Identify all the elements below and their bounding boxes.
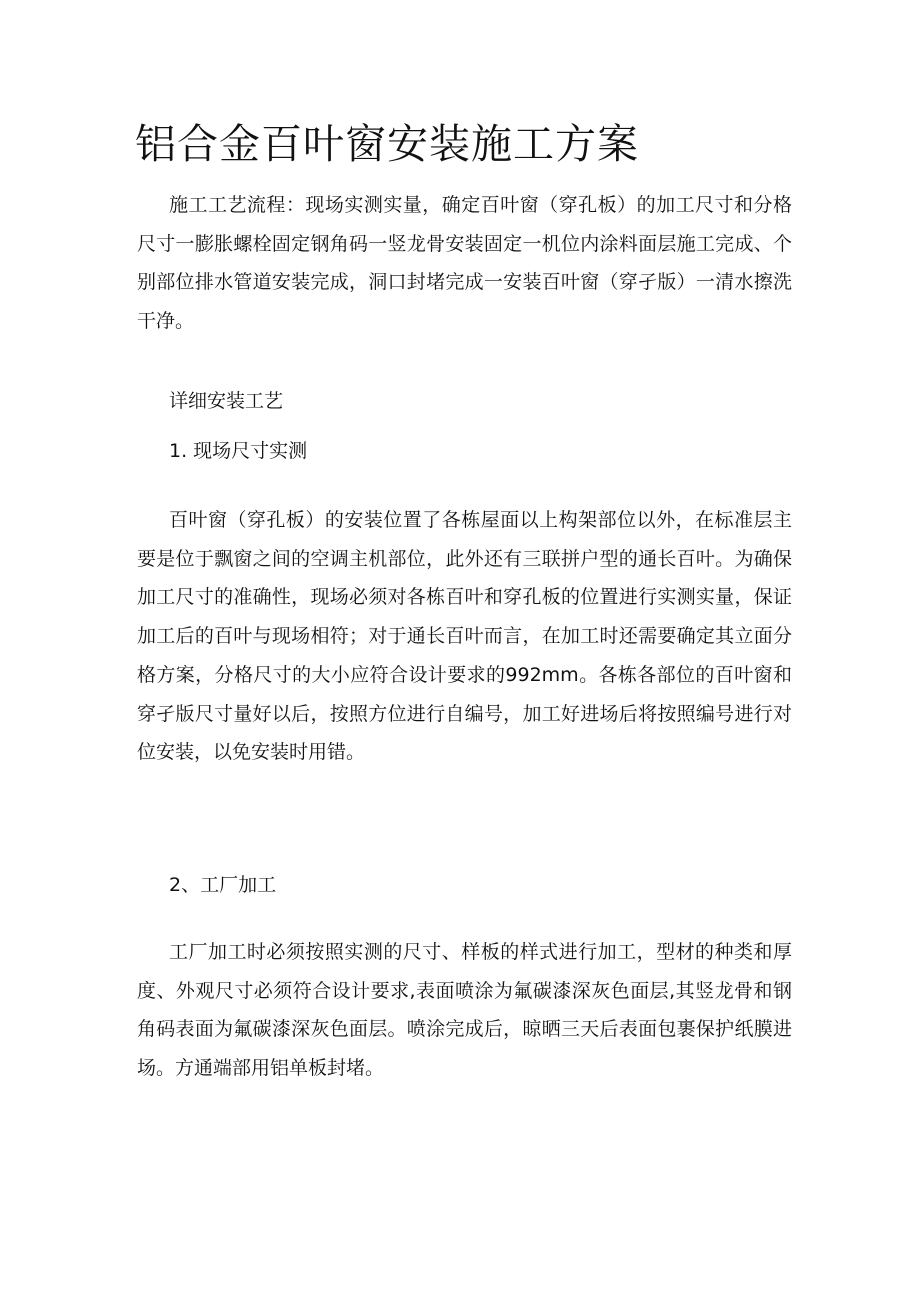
section-heading-2: 2、工厂加工 <box>169 874 277 896</box>
section-1-paragraph: 百叶窗（穿孔板）的安装位置了各栋屋面以上构架部位以外，在标准层主要是位于飘窗之间的空调主机部位，此外还有三联拼户型的通长百叶。为确保加工尺寸的准确性，现场必须对各栋百叶和穿孔板的位置进行实测实量，保证加工后的百叶与现场相符；对于通长百叶而言，在加工时还需要确定其立面分格方案，分格尺寸的大小应符合设计要求的992mm。各栋各部位的百叶窗和穿孑版尺寸量好以后，按照方位进行自编号，加工好进场后将按照编号进行对位安装，以免安装时用错。 <box>137 509 792 764</box>
section-heading-detail: 详细安装工艺 <box>169 390 284 412</box>
section-heading-1: 1. 现场尺寸实测 <box>169 440 308 462</box>
document-title: 铝合金百叶窗安装施工方案 <box>135 120 639 168</box>
process-paragraph: 施工工艺流程：现场实测实量，确定百叶窗（穿孔板）的加工尺寸和分格尺寸一膨胀螺栓固定钢角码一竖龙骨安装固定一机位内涂料面层施工完成、个别部位排水管道安装完成，洞口封堵完成一安装百叶窗（穿孑版）一清水擦洗干净。 <box>137 194 792 333</box>
section-2-paragraph: 工厂加工时必须按照实测的尺寸、样板的样式进行加工，型材的种类和厚度、外观尺寸必须符合设计要求,表面喷涂为氟碳漆深灰色面层,其竖龙骨和钢角码表面为氟碳漆深灰色面层。喷涂完成后，晾晒三天后表面包裹保护纸膜进场。方通端部用铝单板封堵。 <box>137 941 792 1080</box>
